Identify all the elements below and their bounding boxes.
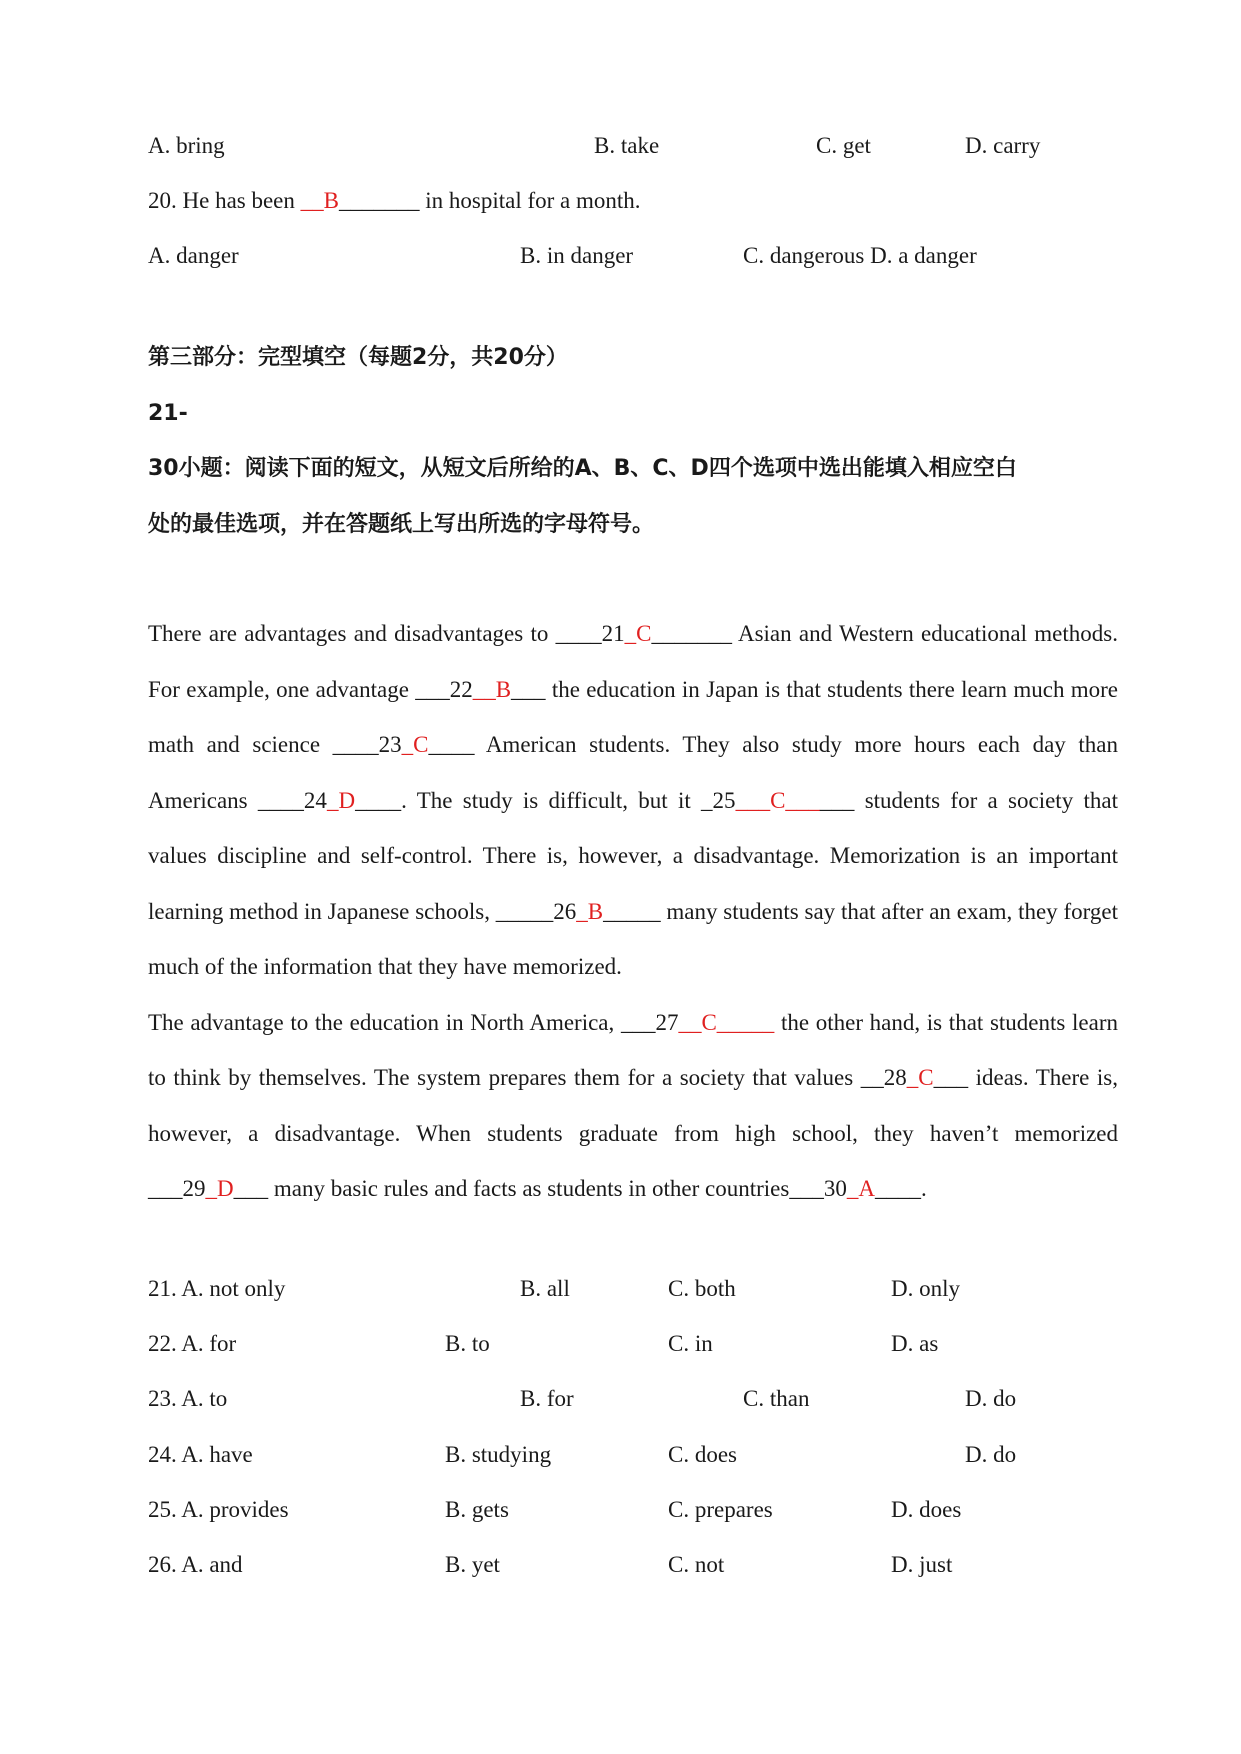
option-d: D. as bbox=[891, 1331, 939, 1356]
answer-letter: B bbox=[495, 676, 512, 702]
passage-text: . The study is difficult, but it _25 bbox=[401, 787, 736, 813]
question-text: 20. He has been bbox=[148, 188, 301, 213]
option-d: D. does bbox=[891, 1497, 962, 1522]
answer-blank: ___ bbox=[785, 787, 820, 813]
passage-paragraph-2 bbox=[148, 995, 1118, 1217]
answer-blank: _ bbox=[906, 1065, 919, 1090]
answer-letter: D bbox=[338, 787, 356, 813]
option-b: B. to bbox=[445, 1331, 490, 1356]
option-a: A. danger bbox=[148, 243, 239, 268]
passage-text: many basic rules and facts as students in other countries___30 bbox=[268, 1176, 847, 1201]
passage-text: the education in Japan is that students there learn much more math and science ____23 bbox=[148, 676, 1118, 757]
option-b: B. take bbox=[594, 133, 660, 158]
passage-text: Asian and Western educational methods. For example, one advantage ___22 bbox=[148, 621, 1118, 702]
answer-letter: C bbox=[413, 732, 429, 757]
option-d: D. do bbox=[965, 1442, 1017, 1467]
passage-text: _ many students say that after an exam, they forget much of the information that they have memorized. bbox=[148, 898, 1118, 979]
option-d: D. do bbox=[965, 1386, 1017, 1411]
choices-21 bbox=[148, 1261, 1118, 1317]
answer-blank: ___ bbox=[735, 787, 771, 813]
choices-26 bbox=[148, 1537, 1118, 1593]
answer-letter: B bbox=[323, 188, 339, 213]
choices-22 bbox=[148, 1316, 1118, 1372]
answer-blank: _ bbox=[205, 1176, 217, 1201]
cloze-passage bbox=[148, 606, 1118, 1217]
answer-blank: _ bbox=[624, 621, 637, 646]
question-20 bbox=[148, 173, 641, 229]
answer-blank: _____ bbox=[716, 1009, 775, 1035]
option-a: 23. A. to bbox=[148, 1386, 228, 1411]
option-c: C. get bbox=[816, 133, 871, 158]
answer-letter: A bbox=[858, 1176, 875, 1201]
answer-blank: ___ bbox=[933, 1065, 969, 1090]
answer-blank: _ bbox=[326, 787, 339, 813]
option-c: C. does bbox=[668, 1442, 737, 1467]
option-a: 25. A. provides bbox=[148, 1497, 289, 1522]
answer-letter: C bbox=[918, 1065, 934, 1090]
option-a: A. bring bbox=[148, 133, 225, 158]
passage-text: the other hand, is that students learn to think by themselves. The system prepares them for a society that values __28 bbox=[148, 1009, 1118, 1090]
option-a: 22. A. for bbox=[148, 1331, 237, 1356]
answer-letter: D bbox=[217, 1176, 234, 1201]
answer-blank: ____ bbox=[355, 787, 402, 813]
passage-paragraph-1 bbox=[148, 606, 1118, 995]
option-b: B. gets bbox=[445, 1497, 509, 1522]
option-b: B. in danger bbox=[520, 243, 634, 268]
answer-blank: ____ bbox=[428, 732, 475, 757]
answer-blank: _ bbox=[846, 1176, 859, 1201]
answer-blank: __ bbox=[472, 676, 496, 702]
section-number-line: 21- bbox=[148, 401, 188, 426]
answer-letter: C bbox=[770, 787, 786, 813]
answer-blank: ____ bbox=[603, 898, 650, 924]
section-title: 第三部分：完型填空（每题2分，共20分） bbox=[148, 345, 568, 370]
passage-text: There are advantages and disadvantages to ____21 bbox=[148, 621, 625, 646]
option-c: C. in bbox=[668, 1331, 713, 1356]
passage-text: ideas. There is, however, a disadvantage. When students graduate from high school, they haven’t memorized ___29 bbox=[148, 1065, 1118, 1201]
answer-blank: ___ bbox=[511, 676, 546, 702]
passage-text: . bbox=[920, 1176, 927, 1201]
option-a: 24. A. have bbox=[148, 1442, 253, 1467]
section-instruction: 30小题：阅读下面的短文，从短文后所给的A、B、C、D四个选项中选出能填入相应空白 bbox=[148, 456, 1017, 481]
answer-blank: ___ bbox=[233, 1176, 269, 1201]
option-d: D. just bbox=[891, 1552, 953, 1577]
answer-letter: B bbox=[587, 898, 604, 924]
choices-25 bbox=[148, 1482, 1118, 1538]
option-d: D. only bbox=[891, 1276, 960, 1301]
answer-blank: _______ bbox=[651, 621, 732, 646]
option-b: B. all bbox=[520, 1276, 570, 1301]
passage-text: American students. They also study more hours each day than Americans ____24 bbox=[148, 732, 1118, 813]
option-c: C. not bbox=[668, 1552, 725, 1577]
answer-blank: ____ bbox=[874, 1176, 921, 1201]
answer-blank: _ bbox=[401, 732, 414, 757]
passage-text: The advantage to the education in North America, ___27 bbox=[148, 1009, 679, 1035]
choices-23 bbox=[148, 1371, 1118, 1427]
option-c: C. than bbox=[743, 1386, 810, 1411]
answer-letter: C bbox=[701, 1009, 717, 1035]
option-a: 21. A. not only bbox=[148, 1276, 286, 1301]
option-c: C. prepares bbox=[668, 1497, 773, 1522]
answer-blank: _ bbox=[576, 898, 588, 924]
answer-letter: C bbox=[636, 621, 652, 646]
section-instruction: 处的最佳选项，并在答题纸上写出所选的字母符号。 bbox=[148, 512, 655, 537]
option-b: B. studying bbox=[445, 1442, 552, 1467]
option-c: C. both bbox=[668, 1276, 736, 1301]
answer-blank: __ bbox=[678, 1009, 702, 1035]
q20-options bbox=[148, 228, 1118, 284]
option-a: 26. A. and bbox=[148, 1552, 243, 1577]
passage-text: ___ students for a society that values discipline and self-control. There is, however, a disadvantage. Memorization is an important learning method in Japanese schools, _____26 bbox=[148, 787, 1118, 924]
option-d: D. carry bbox=[965, 133, 1041, 158]
option-c-d: C. dangerous D. a danger bbox=[743, 243, 977, 268]
answer-blank: __ bbox=[300, 188, 324, 213]
option-b: B. for bbox=[520, 1386, 574, 1411]
choices-24 bbox=[148, 1427, 1118, 1483]
question-text: in hospital for a month. bbox=[419, 188, 641, 213]
q19-options bbox=[148, 118, 1118, 174]
option-b: B. yet bbox=[445, 1552, 500, 1577]
answer-blank: _______ bbox=[339, 188, 420, 213]
